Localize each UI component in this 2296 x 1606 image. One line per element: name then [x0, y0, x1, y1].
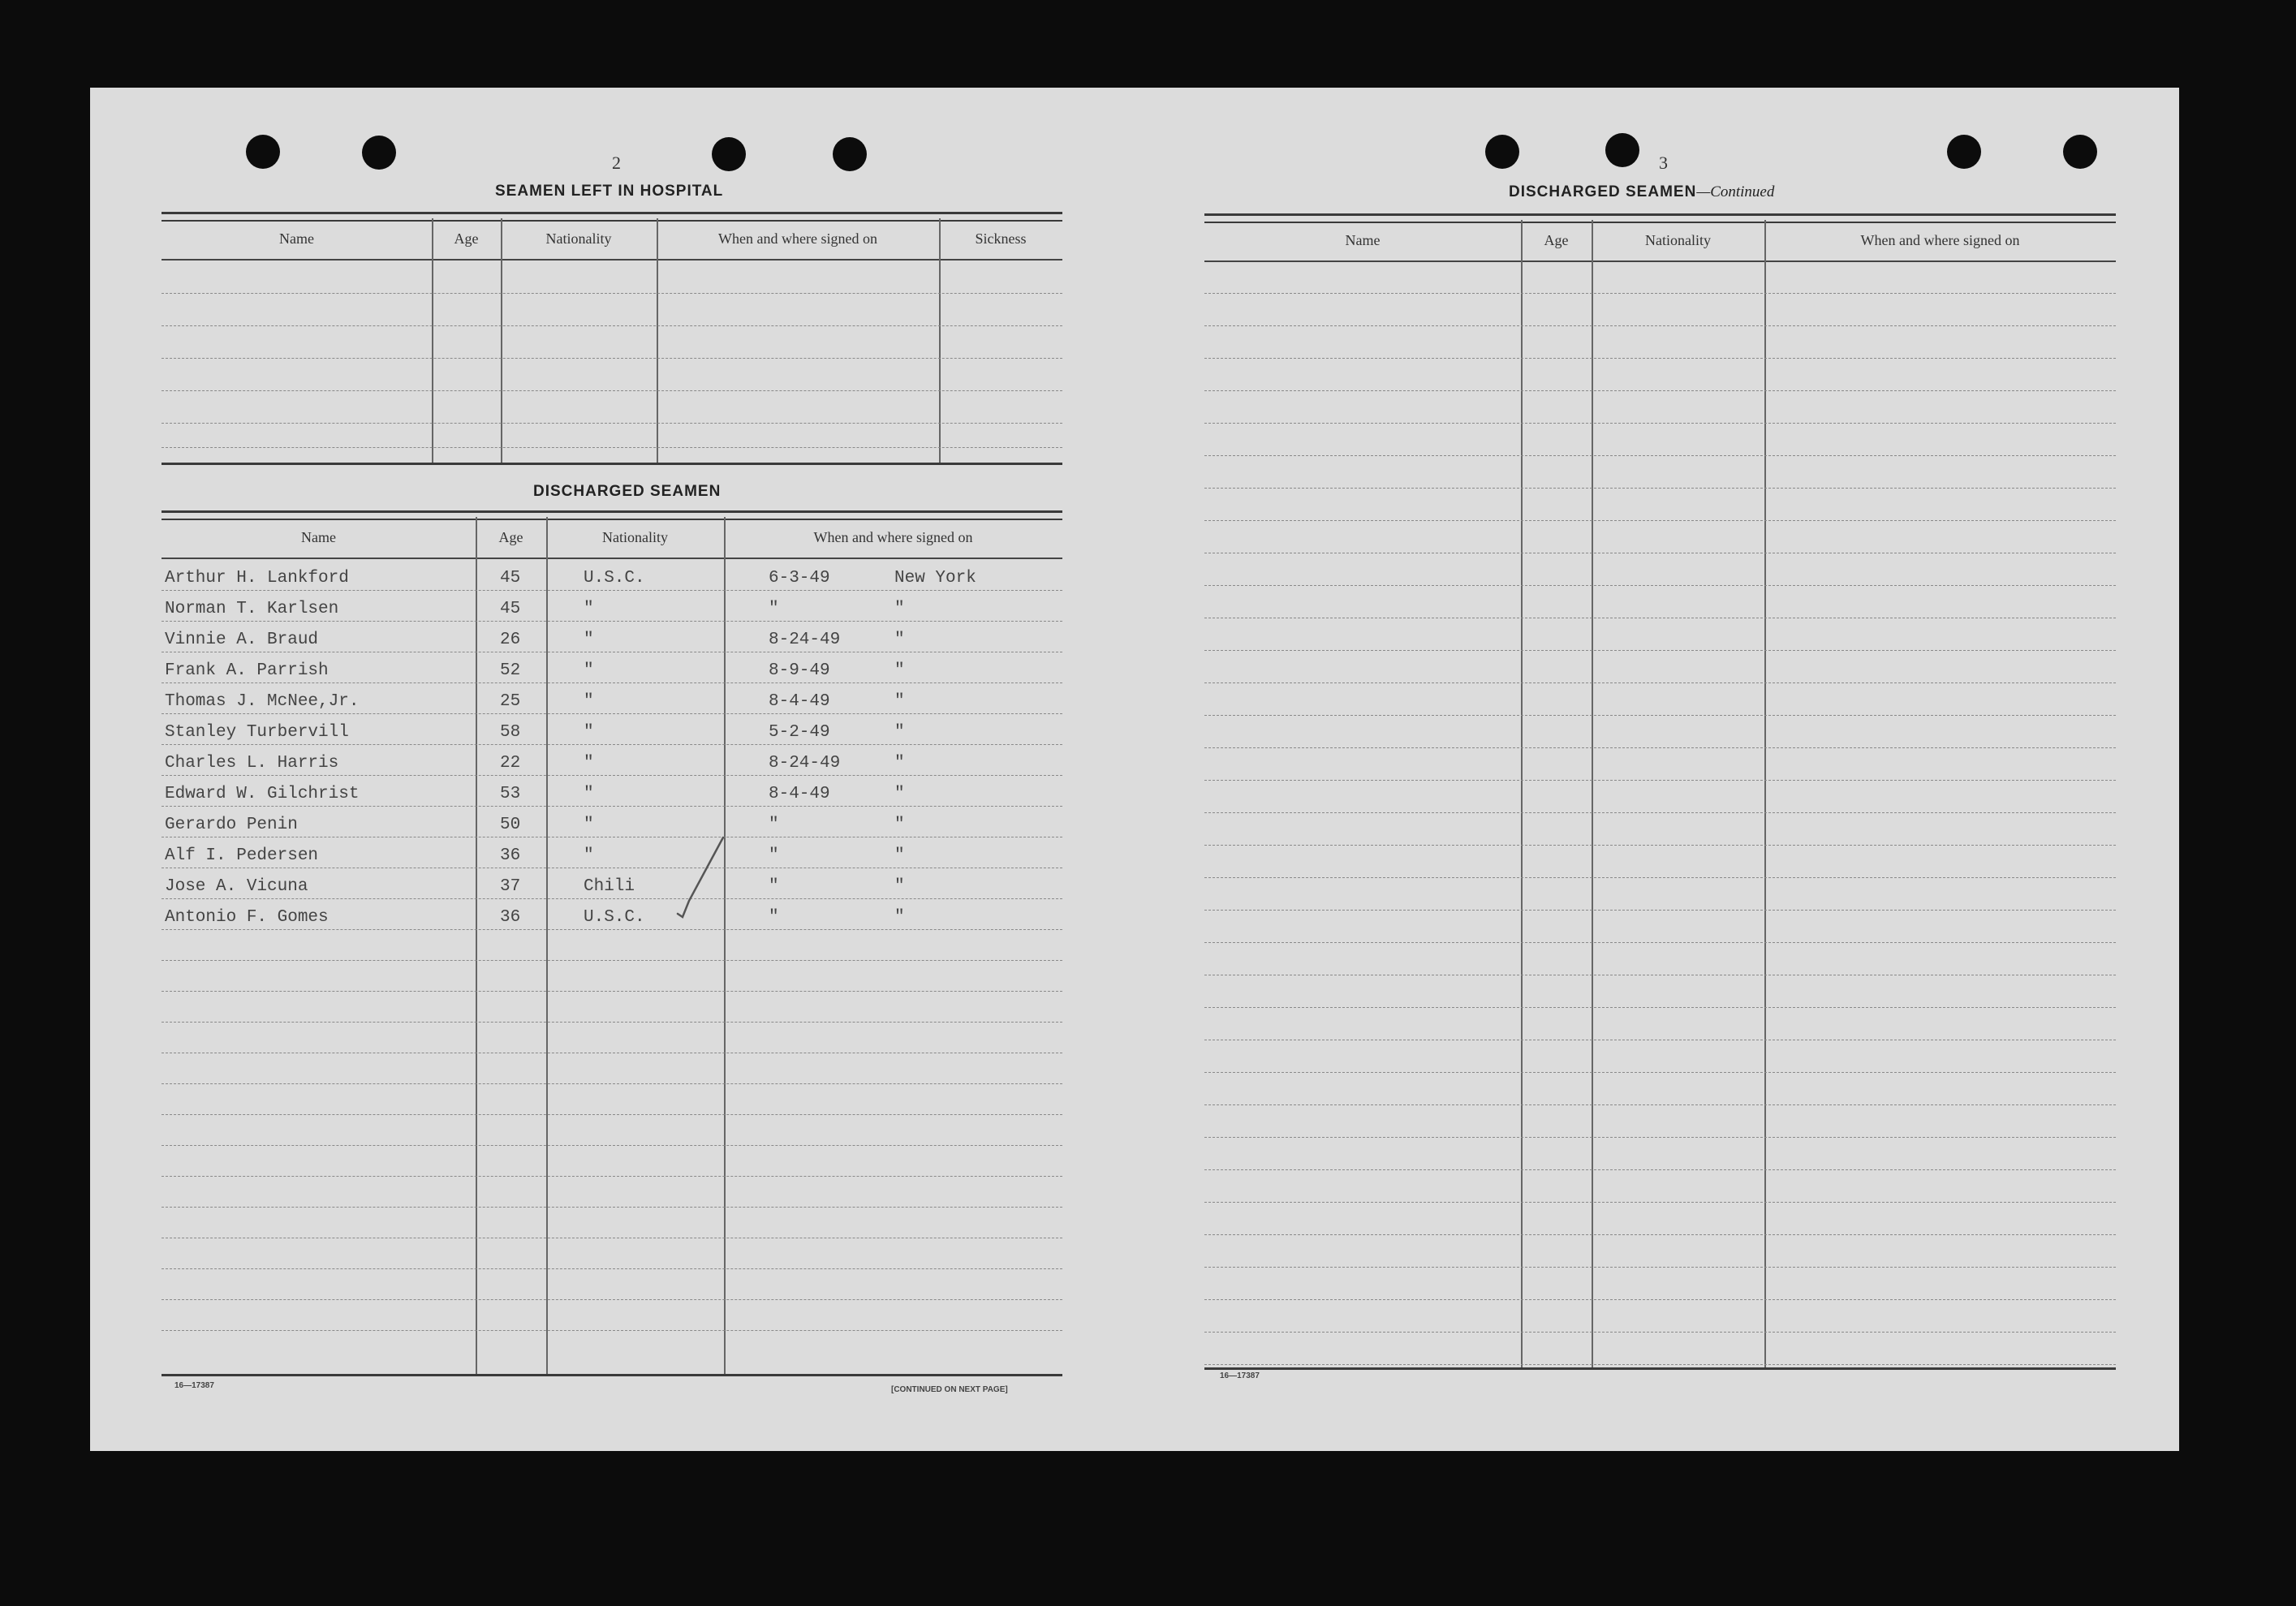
cell-name: Alf I. Pedersen [165, 846, 319, 865]
cell-place: " [894, 816, 905, 834]
cell-name: Antonio F. Gomes [165, 908, 329, 927]
column-header-age: Age [498, 528, 523, 545]
row-line [1204, 715, 2116, 716]
column-divider [1592, 220, 1593, 1370]
row-line [1204, 455, 2116, 456]
column-header-age: Age [454, 230, 479, 247]
column-divider [501, 218, 502, 465]
row-line [162, 1176, 1062, 1177]
row-line [162, 358, 1062, 359]
table-row [162, 715, 1062, 744]
cell-place: " [894, 600, 905, 618]
hospital-table [162, 212, 1062, 465]
row-line [1204, 1137, 2116, 1138]
row-line [1204, 877, 2116, 878]
punch-hole-icon [712, 137, 746, 171]
row-line [162, 1022, 1062, 1023]
punch-hole-icon [1947, 135, 1981, 169]
cell-date: 8-4-49 [769, 692, 830, 711]
cell-name: Jose A. Vicuna [165, 877, 308, 896]
cell-date: " [769, 846, 779, 865]
row-line [1204, 1234, 2116, 1235]
column-header-signed-on: When and where signed on [718, 230, 877, 247]
punch-hole-icon [1485, 135, 1519, 169]
cell-age: 53 [500, 785, 521, 803]
row-line [162, 447, 1062, 448]
column-divider [432, 218, 433, 465]
cell-nationality: " [584, 631, 594, 649]
cell-name: Edward W. Gilchrist [165, 785, 360, 803]
table-row [162, 869, 1062, 898]
table-row [162, 746, 1062, 775]
row-line [162, 806, 1062, 807]
row-line [162, 621, 1062, 622]
cell-place: " [894, 877, 905, 896]
cell-nationality: Chili [584, 877, 635, 896]
row-line [1204, 650, 2116, 651]
row-line [1204, 1332, 2116, 1333]
column-header-signed-on: When and where signed on [1860, 231, 2020, 248]
row-line [162, 590, 1062, 591]
row-line [1204, 293, 2116, 294]
cell-age: 45 [500, 600, 521, 618]
check-mark-icon [673, 833, 730, 922]
column-header-name: Name [1345, 231, 1381, 248]
row-line [162, 898, 1062, 899]
cell-age: 22 [500, 754, 521, 773]
cell-age: 36 [500, 908, 521, 927]
cell-age: 50 [500, 816, 521, 834]
page-number: 3 [1659, 153, 1668, 173]
discharged-table [162, 510, 1062, 1376]
cell-name: Frank A. Parrish [165, 661, 329, 680]
table-row [162, 900, 1062, 929]
table-bottom-rule [162, 463, 1062, 465]
cell-age: 37 [500, 877, 521, 896]
cell-age: 58 [500, 723, 521, 742]
punch-hole-icon [362, 136, 396, 170]
column-header-nationality: Nationality [602, 528, 668, 545]
row-line [162, 991, 1062, 992]
row-line [1204, 1072, 2116, 1073]
table-row [162, 561, 1062, 590]
row-line [1204, 845, 2116, 846]
cell-date: 8-4-49 [769, 785, 830, 803]
cell-name: Arthur H. Lankford [165, 569, 349, 588]
cell-place: " [894, 631, 905, 649]
cell-name: Vinnie A. Braud [165, 631, 319, 649]
row-line [162, 1207, 1062, 1208]
cell-age: 25 [500, 692, 521, 711]
column-header-sickness: Sickness [975, 230, 1027, 247]
cell-place: " [894, 661, 905, 680]
discharged-section-title: DISCHARGED SEAMEN [533, 483, 722, 500]
cell-date: 5-2-49 [769, 723, 830, 742]
punch-hole-icon [2063, 135, 2097, 169]
row-line [1204, 780, 2116, 781]
cell-name: Stanley Turbervill [165, 723, 349, 742]
row-line [162, 713, 1062, 714]
cell-date: 6-3-49 [769, 569, 830, 588]
cell-age: 52 [500, 661, 521, 680]
column-header-signed-on: When and where signed on [813, 528, 973, 545]
row-line [162, 1299, 1062, 1300]
row-line [162, 1330, 1062, 1331]
cell-date: 8-24-49 [769, 754, 841, 773]
table-header [1204, 220, 2116, 262]
cell-nationality: U.S.C. [584, 569, 645, 588]
cell-date: 8-9-49 [769, 661, 830, 680]
cell-place: " [894, 908, 905, 927]
cell-place: " [894, 785, 905, 803]
cell-name: Thomas J. McNee,Jr. [165, 692, 360, 711]
table-bottom-rule [1204, 1367, 2116, 1370]
row-line [1204, 520, 2116, 521]
table-row [162, 622, 1062, 652]
table-header [162, 218, 1062, 260]
row-line [162, 960, 1062, 961]
row-line [162, 325, 1062, 326]
row-line [162, 1083, 1062, 1084]
cell-nationality: " [584, 846, 594, 865]
row-line [162, 423, 1062, 424]
cell-place: " [894, 846, 905, 865]
row-line [1204, 585, 2116, 586]
row-line [1204, 1267, 2116, 1268]
cell-nationality: " [584, 600, 594, 618]
table-row [162, 838, 1062, 868]
row-line [1204, 812, 2116, 813]
row-line [1204, 942, 2116, 943]
cell-nationality: " [584, 723, 594, 742]
table-row [162, 777, 1062, 806]
cell-date: 8-24-49 [769, 631, 841, 649]
section-title-main: DISCHARGED SEAMEN [1509, 183, 1697, 200]
form-number: 16—17387 [174, 1381, 214, 1390]
table-row [162, 684, 1062, 713]
cell-place: " [894, 754, 905, 773]
column-header-age: Age [1544, 231, 1569, 248]
row-line [1204, 1104, 2116, 1105]
row-line [1204, 1299, 2116, 1300]
row-line [1204, 1202, 2116, 1203]
table-header [162, 517, 1062, 559]
row-line [1204, 325, 2116, 326]
cell-place: " [894, 692, 905, 711]
row-line [1204, 358, 2116, 359]
row-line [1204, 390, 2116, 391]
table-row [162, 653, 1062, 682]
row-line [162, 293, 1062, 294]
row-line [1204, 1169, 2116, 1170]
cell-date: " [769, 877, 779, 896]
row-line [1204, 682, 2116, 683]
continued-section-title [1509, 183, 1774, 201]
row-line [162, 775, 1062, 776]
cell-age: 26 [500, 631, 521, 649]
cell-name: Gerardo Penin [165, 816, 298, 834]
cell-nationality: U.S.C. [584, 908, 645, 927]
row-line [1204, 910, 2116, 911]
column-divider [1521, 220, 1523, 1370]
form-number: 16—17387 [1220, 1371, 1260, 1380]
table-bottom-rule [162, 1374, 1062, 1376]
column-divider [1764, 220, 1766, 1370]
cell-nationality: " [584, 754, 594, 773]
row-line [162, 682, 1062, 683]
section-title-suffix: —Continued [1696, 183, 1775, 200]
column-divider [657, 218, 658, 465]
row-line [1204, 747, 2116, 748]
document-sheet [90, 88, 2179, 1451]
row-line [162, 1145, 1062, 1146]
cell-place: New York [894, 569, 976, 588]
cell-age: 45 [500, 569, 521, 588]
column-header-nationality: Nationality [1645, 231, 1711, 248]
row-line [1204, 488, 2116, 489]
cell-nationality: " [584, 785, 594, 803]
column-header-nationality: Nationality [545, 230, 612, 247]
table-row [162, 807, 1062, 837]
cell-nationality: " [584, 692, 594, 711]
cell-date: " [769, 600, 779, 618]
cell-date: " [769, 908, 779, 927]
row-line [1204, 1007, 2116, 1008]
cell-nationality: " [584, 816, 594, 834]
cell-place: " [894, 723, 905, 742]
cell-nationality: " [584, 661, 594, 680]
row-line [162, 1268, 1062, 1269]
page-number: 2 [612, 153, 621, 173]
table-row [162, 592, 1062, 621]
column-header-name: Name [301, 528, 336, 545]
discharged-continued-table [1204, 213, 2116, 1370]
hospital-section-title: SEAMEN LEFT IN HOSPITAL [495, 183, 724, 200]
row-line [1204, 423, 2116, 424]
column-header-name: Name [279, 230, 314, 247]
punch-hole-icon [1605, 133, 1639, 167]
punch-hole-icon [246, 135, 280, 169]
row-line [162, 390, 1062, 391]
cell-name: Norman T. Karlsen [165, 600, 339, 618]
cell-date: " [769, 816, 779, 834]
row-line [1204, 1364, 2116, 1365]
row-line [162, 744, 1062, 745]
column-divider [939, 218, 941, 465]
cell-name: Charles L. Harris [165, 754, 339, 773]
row-line [162, 1114, 1062, 1115]
punch-hole-icon [833, 137, 867, 171]
cell-age: 36 [500, 846, 521, 865]
continued-note: [CONTINUED ON NEXT PAGE] [891, 1385, 1008, 1394]
row-line [162, 929, 1062, 930]
